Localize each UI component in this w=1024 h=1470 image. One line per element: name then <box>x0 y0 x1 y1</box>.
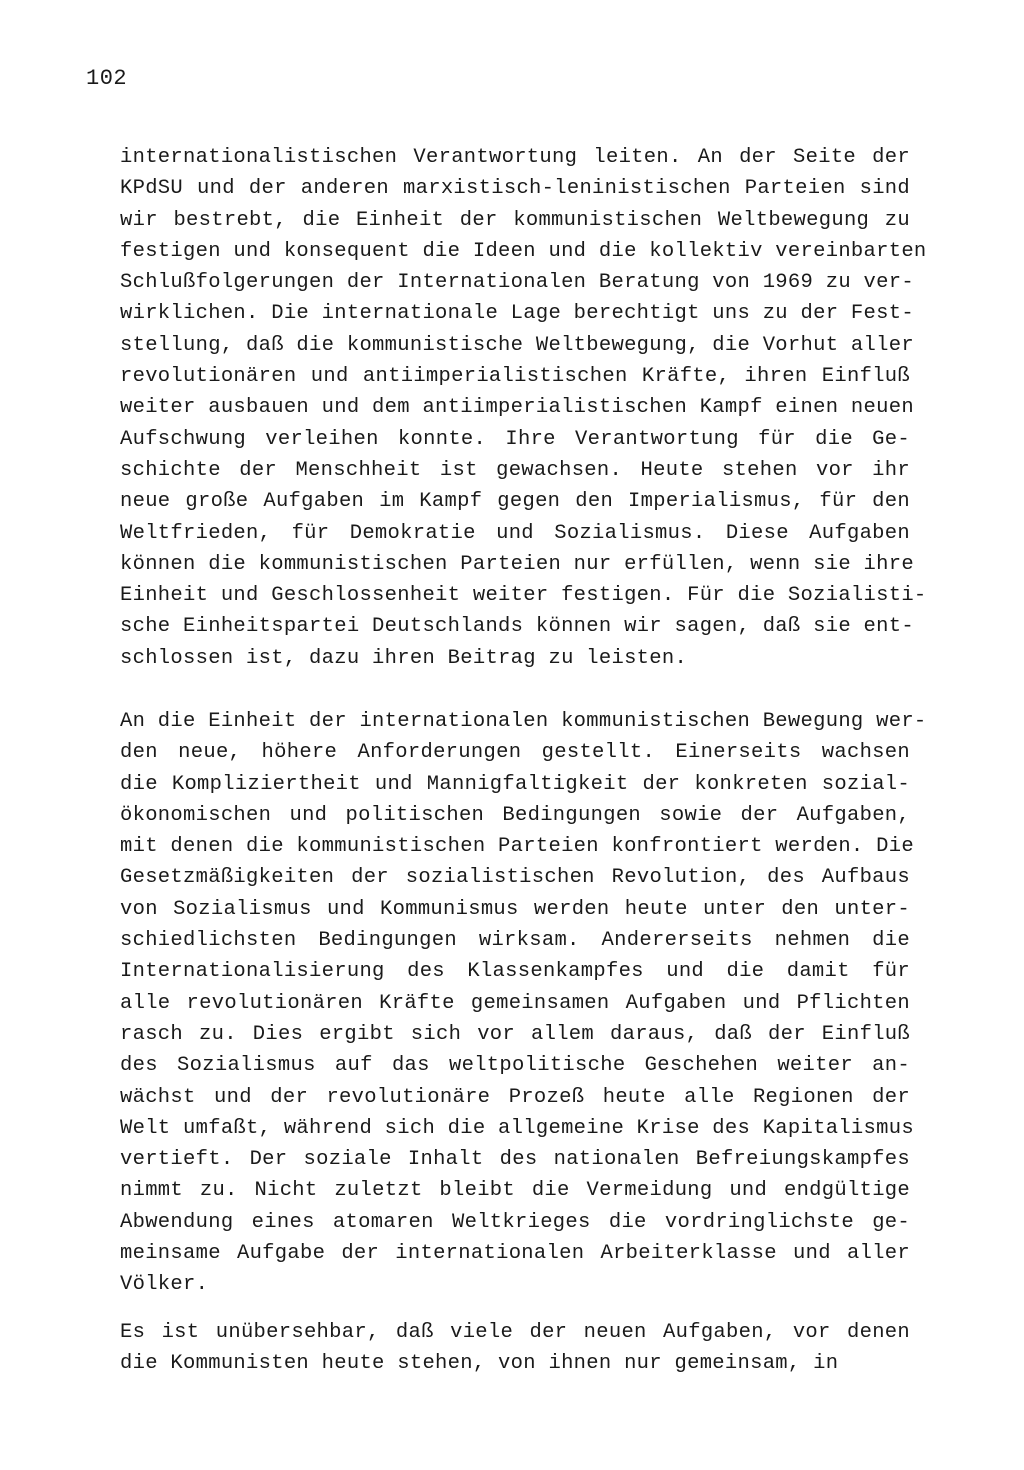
paragraph-2 <box>120 706 927 1301</box>
text-line: von Sozialismus und Kommunismus werden heute unter den unter- <box>120 897 910 921</box>
text-line: festigen und konsequent die Ideen und die kollektiv vereinbarten <box>120 239 927 263</box>
text-line: wirklichen. Die internationale Lage berechtigt uns zu der Fest- <box>120 302 914 326</box>
text-line: Es ist unübersehbar, daß viele der neuen Aufgaben, vor denen <box>120 1321 910 1344</box>
text-line: schichte der Menschheit ist gewachsen. Heute stehen vor ihr <box>120 458 910 482</box>
text-line: KPdSU und der anderen marxistisch-leninistischen Parteien sind <box>120 177 910 201</box>
text-line: revolutionären und antiimperialistischen Kräfte, ihren Einfluß <box>120 365 910 389</box>
text-line: internationalistischen Verantwortung leiten. An der Seite der <box>120 146 910 169</box>
text-line: Schlußfolgerungen der Internationalen Beratung von 1969 zu ver- <box>120 271 914 295</box>
text-line: vertieft. Der soziale Inhalt des nationalen Befreiungskampfes <box>120 1148 910 1172</box>
text-line: des Sozialismus auf das weltpolitische Geschehen weiter an- <box>120 1054 910 1078</box>
paragraph-3 <box>120 1317 910 1380</box>
text-line: neue große Aufgaben im Kampf gegen den Imperialismus, für den <box>120 490 910 514</box>
text-line: rasch zu. Dies ergibt sich vor allem daraus, daß der Einfluß <box>120 1022 910 1046</box>
text-line: die Kommunisten heute stehen, von ihnen nur gemeinsam, in <box>120 1352 839 1376</box>
text-line: den neue, höhere Anforderungen gestellt. Einerseits wachsen <box>120 741 910 765</box>
text-line: können die kommunistischen Parteien nur erfüllen, wenn sie ihre <box>120 552 914 576</box>
text-line: Einheit und Geschlossenheit weiter festigen. Für die Sozialisti- <box>120 584 927 608</box>
page-number: 102 <box>86 66 128 91</box>
text-line: An die Einheit der internationalen kommunistischen Bewegung wer- <box>120 710 927 733</box>
text-line: weiter ausbauen und dem antiimperialistischen Kampf einen neuen <box>120 396 914 420</box>
text-line: schlossen ist, dazu ihren Beitrag zu leisten. <box>120 646 688 670</box>
text-line: ökonomischen und politischen Bedingungen sowie der Aufgaben, <box>120 803 910 827</box>
text-line: sche Einheitspartei Deutschlands können wir sagen, daß sie ent- <box>120 615 914 639</box>
paragraph-1 <box>120 142 927 674</box>
text-line: stellung, daß die kommunistische Weltbewegung, die Vorhut aller <box>120 333 914 357</box>
text-line: Völker. <box>120 1273 209 1297</box>
text-line: Aufschwung verleihen konnte. Ihre Verantwortung für die Ge- <box>120 427 910 451</box>
text-line: nimmt zu. Nicht zuletzt bleibt die Vermeidung und endgültige <box>120 1179 910 1203</box>
text-line: Internationalisierung des Klassenkampfes und die damit für <box>120 960 910 984</box>
text-line: wir bestrebt, die Einheit der kommunistischen Weltbewegung zu <box>120 208 910 232</box>
text-line: schiedlichsten Bedingungen wirksam. Andererseits nehmen die <box>120 929 910 953</box>
text-line: Abwendung eines atomaren Weltkrieges die vordringlichste ge- <box>120 1210 910 1234</box>
text-line: Welt umfaßt, während sich die allgemeine Krise des Kapitalismus <box>120 1116 914 1140</box>
text-line: Weltfrieden, für Demokratie und Sozialismus. Diese Aufgaben <box>120 521 910 545</box>
text-line: alle revolutionären Kräfte gemeinsamen Aufgaben und Pflichten <box>120 991 910 1015</box>
text-line: meinsame Aufgabe der internationalen Arbeiterklasse und aller <box>120 1242 910 1266</box>
text-line: die Kompliziertheit und Mannigfaltigkeit der konkreten sozial- <box>120 772 910 796</box>
text-line: wächst und der revolutionäre Prozeß heute alle Regionen der <box>120 1085 910 1109</box>
text-line: mit denen die kommunistischen Parteien konfrontiert werden. Die <box>120 835 914 859</box>
text-line: Gesetzmäßigkeiten der sozialistischen Revolution, des Aufbaus <box>120 866 910 890</box>
